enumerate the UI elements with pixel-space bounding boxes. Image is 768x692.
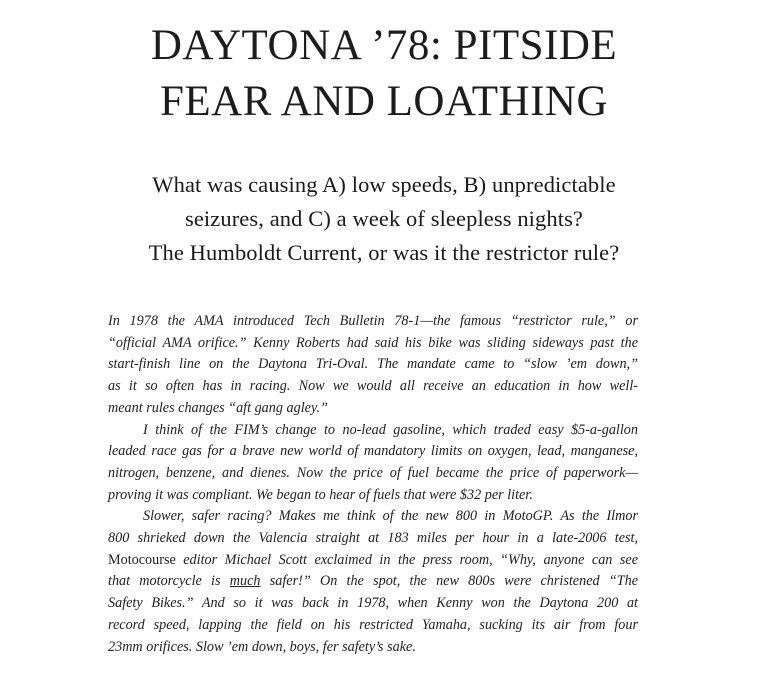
- paragraph-line: as it so often has in racing. Now we would all receive an education in how well-: [108, 378, 638, 395]
- paragraph-2: [108, 420, 638, 507]
- paragraph-line: “official AMA orifice.” Kenny Roberts had said his bike was sliding sideways past the: [108, 334, 638, 351]
- paragraph-line: record speed, lapping the field on his restricted Yamaha, sucking its air from four: [108, 616, 638, 633]
- paragraph-line: In 1978 the AMA introduced Tech Bulletin 78-1—the famous “restrictor rule,” or: [108, 313, 638, 329]
- paragraph-line: I think of the FIM’s change to no-lead gasoline, which traded easy $5-a-gallon: [143, 421, 638, 438]
- intro-text: [108, 311, 638, 658]
- paragraph-line: 800 shrieked down the Valencia straight at 183 miles per hour in a late-2006 test,: [108, 530, 638, 547]
- chapter-title-line-2: FEAR AND LOATHING: [159, 78, 609, 125]
- paragraph-text: editor Michael Scott exclaimed in the press room, “Why, anyone can see: [175, 551, 638, 568]
- paragraph-line: 23mm orifices. Slow ’em down, boys, fer safety’s sake.: [108, 638, 416, 655]
- paragraph-line: [108, 550, 638, 572]
- paragraph-line: nitrogen, benzene, and dienes. Now the price of fuel became the price of paperwork—: [108, 464, 638, 481]
- chapter-title-line-1: DAYTONA ’78: PITSIDE: [150, 22, 618, 69]
- chapter-subtitle: [40, 168, 728, 270]
- paragraph-line: [108, 571, 638, 593]
- paragraph-text: safer!” On the spot, the new 800s were christened “The: [260, 573, 638, 590]
- paragraph-line: leaded race gas for a brave new world of mandatory limits on oxygen, lead, manganese,: [108, 443, 638, 460]
- paragraph-line: start-finish line on the Daytona Tri-Oval. The mandate came to “slow ’em down,”: [108, 356, 638, 373]
- paragraph-line: Safety Bikes.” And so it was back in 1978, when Kenny won the Daytona 200 at: [108, 595, 638, 612]
- paragraph-line: meant rules changes “aft gang agley.”: [108, 399, 328, 416]
- chapter-subtitle-line-2: seizures, and C) a week of sleepless nights?: [184, 206, 584, 231]
- chapter-subtitle-line-3: The Humboldt Current, or was it the restrictor rule?: [148, 240, 620, 265]
- paragraph-line: Slower, safer racing? Makes me think of the new 800 in MotoGP. As the Ilmor: [143, 508, 638, 525]
- paragraph-3: [108, 506, 638, 658]
- chapter-subtitle-line-1: What was causing A) low speeds, B) unpredictable: [152, 172, 616, 197]
- paragraph-1: [108, 311, 638, 420]
- emphasis-word: much: [229, 573, 261, 590]
- publication-name: Motocourse: [108, 551, 176, 568]
- paragraph-line: proving it was compliant. We began to hear of fuels that were $32 per liter.: [108, 486, 533, 503]
- paragraph-text: that motorcycle is: [108, 573, 230, 590]
- chapter-title: [0, 18, 768, 130]
